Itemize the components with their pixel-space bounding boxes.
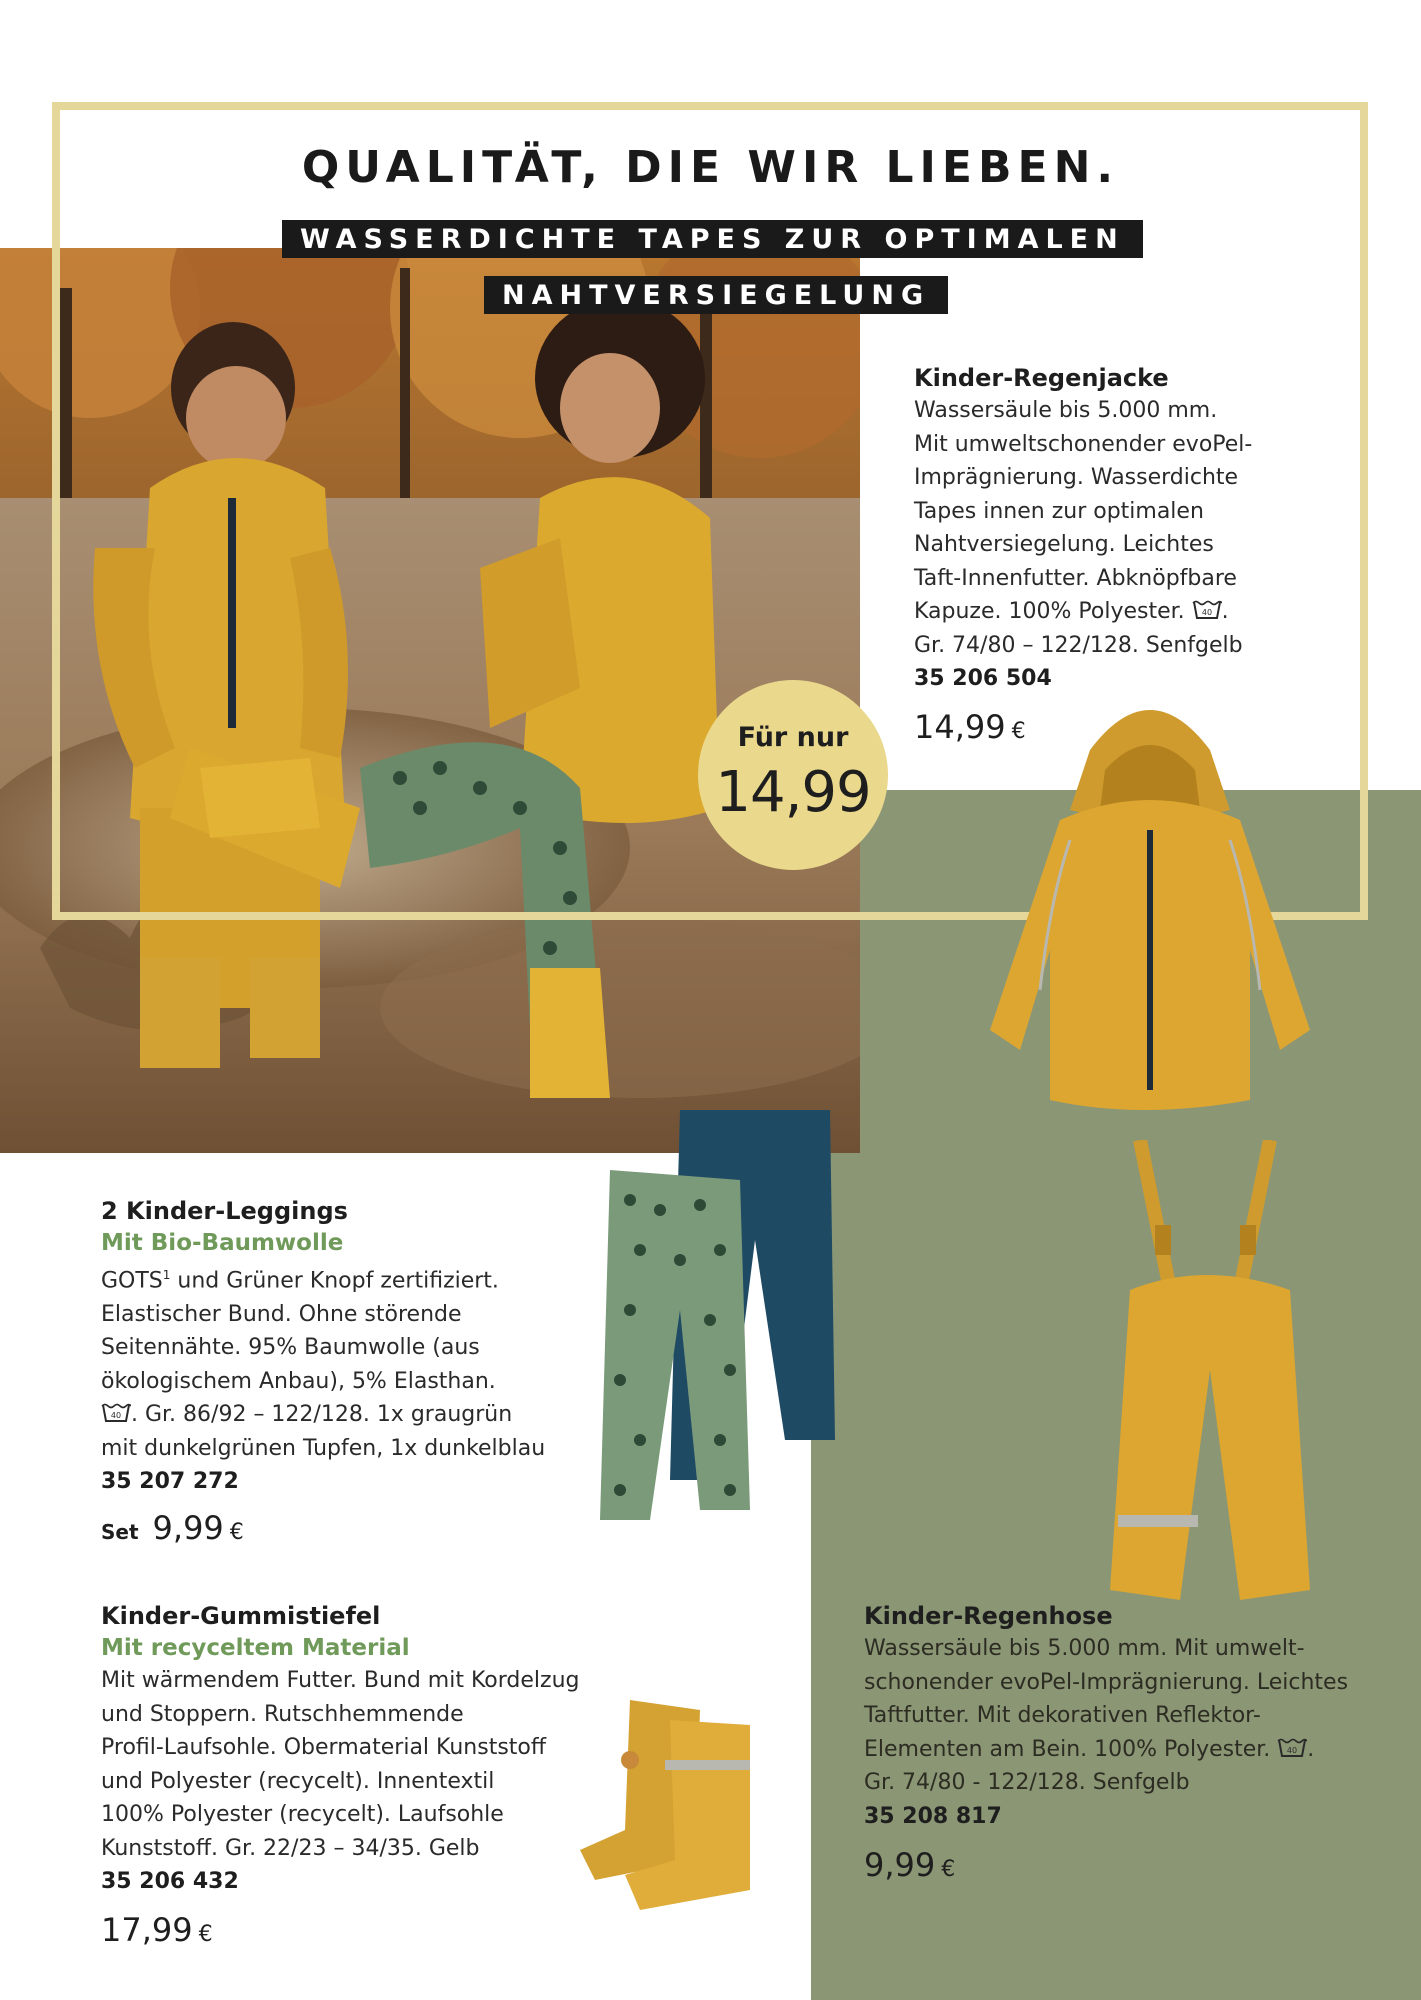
set-label: Set xyxy=(101,1520,139,1545)
boots-desc-line: Kunststoff. Gr. 22/23 – 34/35. Gelb xyxy=(101,1835,480,1861)
boots-desc-line: 100% Polyester (recycelt). Laufsohle xyxy=(101,1802,504,1827)
jacket-title: Kinder-Regenjacke xyxy=(914,364,1169,392)
pants-desc-line: schonender evoPel-Imprägnierung. Leichtes xyxy=(864,1669,1349,1695)
jacket-desc-line: Taft-Innenfutter. Abknöpfbare xyxy=(914,565,1237,591)
boots-description xyxy=(101,1664,621,1865)
jacket-info xyxy=(914,362,1344,746)
wash-40-icon xyxy=(1192,598,1222,622)
pants-desc-line: Gr. 74/80 - 122/128. Senfgelb xyxy=(864,1770,1190,1795)
leggings-desc-line: GOTS$^1$ und Grüner Knopf zertifiziert. xyxy=(101,1268,499,1294)
jacket-price: 14,99 € xyxy=(914,708,1026,746)
pants-desc-line: Taftfutter. Mit dekorativen Reflektor- xyxy=(864,1703,1261,1728)
leggings-desc-line: Elastischer Bund. Ohne störende xyxy=(101,1301,462,1327)
leggings-desc-line: ökologischem Anbau), 5% Elasthan. xyxy=(101,1368,496,1394)
rain-jacket-illustration xyxy=(950,690,1350,1110)
jacket-desc-line: Tapes innen zur optimalen xyxy=(914,498,1204,524)
boots-subtitle: Mit recyceltem Material xyxy=(101,1635,410,1661)
leggings-subtitle: Mit Bio-Baumwolle xyxy=(101,1230,344,1256)
leggings-desc-line-with-icon: 40 . Gr. 86/92 – 122/128. 1x graugrün xyxy=(101,1398,621,1432)
ribbon-line-2: NAHTVERSIEGELUNG xyxy=(484,276,948,314)
boots-desc-line: Mit wärmendem Futter. Bund mit Kordelzug xyxy=(101,1668,580,1693)
pants-info xyxy=(864,1600,1404,1884)
svg-text:40: 40 xyxy=(1201,608,1212,617)
boots-desc-line: und Polyester (recycelt). Innentextil xyxy=(101,1768,495,1794)
boots-price: 17,99 € xyxy=(101,1911,213,1949)
leggings-info xyxy=(101,1195,621,1547)
leggings-desc-line: Seitennähte. 95% Baumwolle (aus xyxy=(101,1335,480,1361)
wash-40-icon xyxy=(101,1401,131,1425)
leggings-illustration xyxy=(590,1110,860,1530)
price-bubble-label: Für nur xyxy=(737,722,849,753)
boots-info xyxy=(101,1600,621,1949)
pants-desc-line: Wassersäule bis 5.000 mm. Mit umwelt- xyxy=(864,1636,1305,1661)
rain-jacket-image xyxy=(950,690,1350,1110)
boots-title: Kinder-Gummistiefel xyxy=(101,1602,381,1630)
svg-text:40: 40 xyxy=(110,1411,122,1421)
jacket-description xyxy=(914,394,1344,662)
leggings-desc-line: mit dunkelgrünen Tupfen, 1x dunkelblau xyxy=(101,1435,546,1461)
jacket-desc-line: Mit umweltschonender evoPel- xyxy=(914,431,1253,457)
jacket-desc-line: Imprägnierung. Wasserdichte xyxy=(914,465,1239,490)
pants-description xyxy=(864,1632,1404,1800)
leggings-description xyxy=(101,1259,621,1465)
wash-40-icon xyxy=(1277,1736,1307,1760)
leggings-title: 2 Kinder-Leggings xyxy=(101,1197,348,1225)
leggings-image xyxy=(590,1110,860,1530)
boots-desc-line: und Stoppern. Rutschhemmende xyxy=(101,1701,464,1727)
jacket-desc-line: Wassersäule bis 5.000 mm. xyxy=(914,398,1218,423)
pants-article-number: 35 208 817 xyxy=(864,1803,1002,1829)
rain-pants-image xyxy=(1100,1140,1320,1610)
boots-desc-line: Profil-Laufsohle. Obermaterial Kunststoff xyxy=(101,1735,547,1760)
pants-price: 9,99 € xyxy=(864,1845,956,1884)
jacket-desc-line: Nahtversiegelung. Leichtes xyxy=(914,532,1214,557)
jacket-desc-line-with-icon: Kapuze. 100% Polyester. 40 . xyxy=(914,599,1229,624)
rain-pants-illustration xyxy=(1100,1140,1320,1610)
pants-desc-line-with-icon: Elementen am Bein. 100% Polyester. 40 . xyxy=(864,1736,1315,1762)
leggings-article-number: 35 207 272 xyxy=(101,1469,239,1495)
jacket-desc-line: Gr. 74/80 – 122/128. Senfgelb xyxy=(914,632,1243,658)
price-bubble-price: 14,99 xyxy=(715,760,871,825)
page-headline: QUALITÄT, DIE WIR LIEBEN. xyxy=(301,142,1120,193)
leggings-price: Set 9,99 € xyxy=(101,1509,244,1548)
svg-text:40: 40 xyxy=(1287,1745,1298,1755)
jacket-article-number: 35 206 504 xyxy=(914,666,1052,691)
ribbon-line-1: WASSERDICHTE TAPES ZUR OPTIMALEN xyxy=(282,220,1143,258)
pants-title: Kinder-Regenhose xyxy=(864,1602,1113,1630)
boots-article-number: 35 206 432 xyxy=(101,1869,239,1894)
